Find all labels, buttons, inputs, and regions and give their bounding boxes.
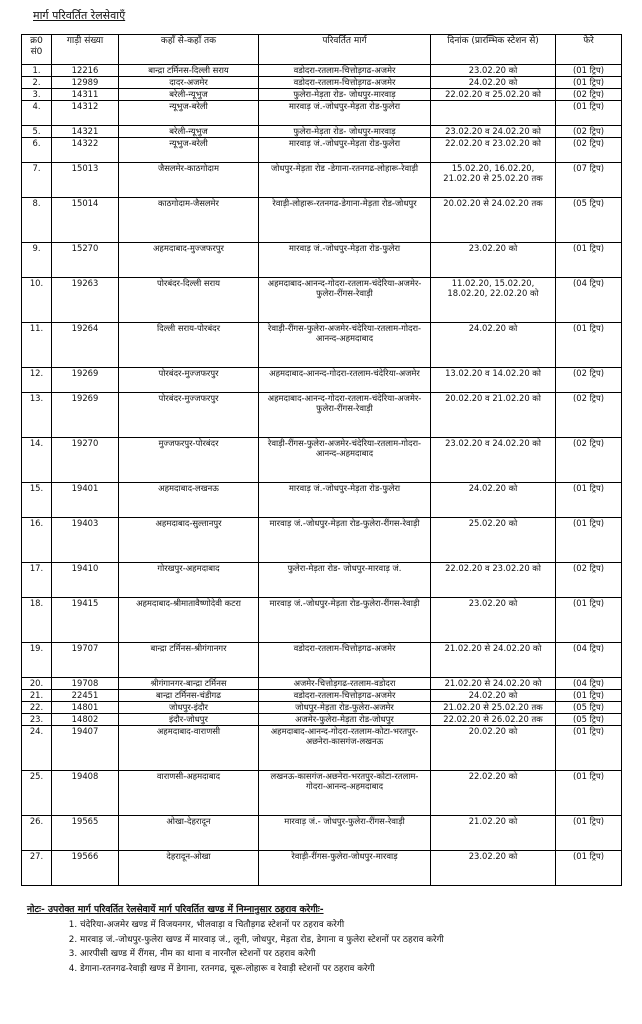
cell-route: मारवाड़ जं.-जोधपुर-मेड़ता रोड-फुलेरा-रींगस-रेवाड़ी <box>259 598 431 643</box>
cell-date: 24.02.20 को <box>431 323 556 368</box>
note-item: 4. डेगाना-रतनगढ-रेवाड़ी खण्ड में डेगाना, रतनगढ, चूरू-लोहारू व रेवाड़ी स्टेशनों पर ठहराव करेगी <box>80 964 640 976</box>
cell-train: 19403 <box>52 518 119 563</box>
cell-train: 19707 <box>52 643 119 678</box>
cell-train: 22451 <box>52 690 119 702</box>
cell-trips: (01 ट्रिप) <box>556 851 622 886</box>
table-header-row <box>22 35 622 65</box>
cell-sno: 24. <box>22 726 52 771</box>
cell-from-to: मुज्जफरपुर-पोरबंदर <box>119 438 259 483</box>
cell-trips: (01 ट्रिप) <box>556 771 622 816</box>
cell-from-to: अहमदाबाद-लखनऊ <box>119 483 259 518</box>
table-row <box>22 126 622 138</box>
note-item: 3. आरपीसी खण्ड में रींगस, नीम का थाना व नारनौल स्टेशनों पर ठहराव करेगी <box>80 949 640 961</box>
cell-from-to: इंदौर-जोधपुर <box>119 714 259 726</box>
cell-route: अहमदाबाद-आनन्द-गोदरा-रतलाम-चंदेरिया-अजमेर <box>259 368 431 393</box>
cell-trips: (02 ट्रिप) <box>556 89 622 101</box>
cell-date: 21.02.20 से 24.02.20 को <box>431 678 556 690</box>
cell-trips: (01 ट्रिप) <box>556 101 622 126</box>
cell-sno: 5. <box>22 126 52 138</box>
cell-train: 19270 <box>52 438 119 483</box>
cell-from-to: काठगोदाम-जैसलमेर <box>119 198 259 243</box>
cell-train: 15014 <box>52 198 119 243</box>
cell-train: 14322 <box>52 138 119 163</box>
table-row <box>22 323 622 368</box>
cell-train: 14801 <box>52 702 119 714</box>
note-item: 1. चंदेरिया-अजमेर खण्ड में विजयनगर, भीलवाड़ा व चितौड़गढ स्टेशनों पर ठहराव करेगी <box>80 920 640 932</box>
cell-trips: (01 ट्रिप) <box>556 726 622 771</box>
cell-sno: 18. <box>22 598 52 643</box>
cell-from-to: न्यूभुज-बरेली <box>119 138 259 163</box>
note-item: 2. मारवाड़ जं.-जोधपुर-फुलेरा खण्ड में मारवाड़ जं., लूनी, जोधपुर, मेड़ता रोड, डेगाना व फुलेरा स्टेशनों पर ठहराव करेगी <box>80 935 640 947</box>
table-row <box>22 598 622 643</box>
cell-train: 19410 <box>52 563 119 598</box>
cell-route: मारवाड़ जं.-जोधपुर-मेड़ता रोड-फुलेरा <box>259 243 431 278</box>
cell-route: वडोदरा-रतलाम-चित्तोड़गढ-अजमेर <box>259 643 431 678</box>
table-row <box>22 393 622 438</box>
cell-date: 13.02.20 व 14.02.20 को <box>431 368 556 393</box>
cell-route: फुलेरा-मेड़ता रोड- जोधपुर-मारवाड़ जं. <box>259 563 431 598</box>
cell-date: 22.02.20 से 26.02.20 तक <box>431 714 556 726</box>
cell-sno: 7. <box>22 163 52 198</box>
cell-trips: (04 ट्रिप) <box>556 278 622 323</box>
cell-trips: (01 ट्रिप) <box>556 65 622 77</box>
cell-route: अहमदाबाद-आनन्द-गोदरा-रतलाम-चंदेरिया-अजमेर-फुलेरा-रींगस-रेवाड़ी <box>259 278 431 323</box>
note-list <box>54 920 640 978</box>
cell-trips: (01 ट्रिप) <box>556 518 622 563</box>
table-row <box>22 702 622 714</box>
cell-sno: 16. <box>22 518 52 563</box>
cell-sno: 4. <box>22 101 52 126</box>
cell-from-to: बरेली-न्यूभुज <box>119 126 259 138</box>
cell-route: अजमेर-फुलेरा-मेड़ता रोड-जोधपुर <box>259 714 431 726</box>
cell-train: 19264 <box>52 323 119 368</box>
cell-train: 15013 <box>52 163 119 198</box>
cell-sno: 10. <box>22 278 52 323</box>
cell-route: रेवाड़ी-रींगस-फुलेरा-अजमेर-चंदेरिया-रतलाम-गोदरा-आनन्द-अहमदाबाद <box>259 323 431 368</box>
cell-sno: 11. <box>22 323 52 368</box>
cell-trips: (01 ट्रिप) <box>556 598 622 643</box>
cell-trips: (02 ट्रिप) <box>556 138 622 163</box>
cell-route: अजमेर-चित्तोड़गढ-रतलाम-वडोदरा <box>259 678 431 690</box>
cell-date <box>431 101 556 126</box>
cell-trips: (05 ट्रिप) <box>556 198 622 243</box>
cell-trips: (02 ट्रिप) <box>556 563 622 598</box>
cell-trips: (02 ट्रिप) <box>556 438 622 483</box>
cell-route: फुलेरा-मेड़ता रोड- जोधपुर-मारवाड़ <box>259 126 431 138</box>
column-header-route: परिवर्तित मार्ग <box>259 35 431 65</box>
cell-date: 21.02.20 से 25.02.20 तक <box>431 702 556 714</box>
cell-sno: 15. <box>22 483 52 518</box>
cell-date: 23.02.20 व 24.02.20 को <box>431 438 556 483</box>
cell-date: 22.02.20 व 23.02.20 को <box>431 138 556 163</box>
cell-train: 19407 <box>52 726 119 771</box>
cell-date: 23.02.20 को <box>431 851 556 886</box>
cell-date: 21.02.20 को <box>431 816 556 851</box>
cell-sno: 19. <box>22 643 52 678</box>
cell-sno: 23. <box>22 714 52 726</box>
cell-from-to: अहमदाबाद-सुल्तानपुर <box>119 518 259 563</box>
cell-date: 11.02.20, 15.02.20, 18.02.20, 22.02.20 को <box>431 278 556 323</box>
cell-sno: 21. <box>22 690 52 702</box>
cell-route: अहमदाबाद-आनन्द-गोदरा-रतलाम-कोटा-भरतपुर-अछनेरा-कासगंज-लखनऊ <box>259 726 431 771</box>
cell-trips: (02 ट्रिप) <box>556 393 622 438</box>
cell-train: 12216 <box>52 65 119 77</box>
cell-date: 22.02.20 को <box>431 771 556 816</box>
table-row <box>22 678 622 690</box>
table-row <box>22 483 622 518</box>
cell-sno: 2. <box>22 77 52 89</box>
cell-sno: 26. <box>22 816 52 851</box>
table-row <box>22 138 622 163</box>
table-row <box>22 101 622 126</box>
cell-trips: (02 ट्रिप) <box>556 368 622 393</box>
column-header-date: दिनांक (प्रारम्भिक स्टेशन से) <box>431 35 556 65</box>
cell-route: मारवाड़ जं.- जोधपुर-फुलेरा-रींगस-रेवाड़ी <box>259 816 431 851</box>
column-header-from-to: कहाँ से-कहाँ तक <box>119 35 259 65</box>
cell-route: वडोदरा-रतलाम-चित्तोड़गढ-अजमेर <box>259 65 431 77</box>
note-heading <box>27 902 324 915</box>
table-row <box>22 771 622 816</box>
cell-from-to: जैसलमेर-काठगोदाम <box>119 163 259 198</box>
cell-route: मारवाड़ जं.-जोधपुर-मेड़ता रोड-फुलेरा <box>259 138 431 163</box>
table-body <box>22 65 622 886</box>
cell-trips: (04 ट्रिप) <box>556 643 622 678</box>
table-row <box>22 726 622 771</box>
cell-train: 14311 <box>52 89 119 101</box>
cell-route: लखनऊ-कासगंज-अछनेरा-भरतपुर-कोटा-रतलाम-गोदरा-आनन्द-अहमदाबाद <box>259 771 431 816</box>
cell-from-to: पोरबंदर-मुज्जफरपुर <box>119 368 259 393</box>
cell-date: 24.02.20 को <box>431 77 556 89</box>
column-header-train-no: गाड़ी संख्या <box>52 35 119 65</box>
cell-from-to: अहमदाबाद-श्रीमातावैष्णोदेवी कटरा <box>119 598 259 643</box>
cell-trips: (01 ट्रिप) <box>556 483 622 518</box>
cell-sno: 3. <box>22 89 52 101</box>
cell-sno: 8. <box>22 198 52 243</box>
cell-trips: (07 ट्रिप) <box>556 163 622 198</box>
cell-route: रेवाड़ी-रींगस-फुलेरा-जोधपुर-मारवाड़ <box>259 851 431 886</box>
page-heading <box>33 8 125 23</box>
cell-sno: 25. <box>22 771 52 816</box>
cell-train: 19708 <box>52 678 119 690</box>
cell-train: 19408 <box>52 771 119 816</box>
cell-sno: 9. <box>22 243 52 278</box>
cell-date: 24.02.20 को <box>431 483 556 518</box>
cell-trips: (01 ट्रिप) <box>556 690 622 702</box>
cell-date: 20.02.20 को <box>431 726 556 771</box>
cell-sno: 14. <box>22 438 52 483</box>
cell-from-to: न्यूभुज-बरेली <box>119 101 259 126</box>
cell-sno: 13. <box>22 393 52 438</box>
cell-sno: 22. <box>22 702 52 714</box>
cell-trips: (05 ट्रिप) <box>556 714 622 726</box>
cell-route: मारवाड़ जं.-जोधपुर-मेड़ता रोड-फुलेरा-रींगस-रेवाड़ी <box>259 518 431 563</box>
cell-route: रेवाड़ी-रींगस-फुलेरा-अजमेर-चंदेरिया-रतलाम-गोदरा-आनन्द-अहमदाबाद <box>259 438 431 483</box>
cell-from-to: देहरादून-ओखा <box>119 851 259 886</box>
cell-date: 20.02.20 से 24.02.20 तक <box>431 198 556 243</box>
table-row <box>22 368 622 393</box>
cell-train: 14321 <box>52 126 119 138</box>
cell-train: 12989 <box>52 77 119 89</box>
cell-route: फुलेरा-मेड़ता रोड- जोधपुर-मारवाड़ <box>259 89 431 101</box>
table-row <box>22 65 622 77</box>
cell-trips: (01 ट्रिप) <box>556 816 622 851</box>
cell-from-to: बान्द्रा टर्मिनस-चंडीगढ <box>119 690 259 702</box>
cell-route: वडोदरा-रतलाम-चित्तोड़गढ-अजमेर <box>259 690 431 702</box>
cell-train: 19269 <box>52 393 119 438</box>
cell-date: 20.02.20 व 21.02.20 को <box>431 393 556 438</box>
cell-route: मारवाड़ जं.-जोधपुर-मेड़ता रोड-फुलेरा <box>259 483 431 518</box>
cell-sno: 12. <box>22 368 52 393</box>
cell-date: 23.02.20 को <box>431 598 556 643</box>
cell-trips: (01 ट्रिप) <box>556 243 622 278</box>
cell-trips: (02 ट्रिप) <box>556 126 622 138</box>
cell-date: 24.02.20 को <box>431 690 556 702</box>
table-row <box>22 851 622 886</box>
column-header-trips: फेरे <box>556 35 622 65</box>
cell-route: अहमदाबाद-आनन्द-गोदरा-रतलाम-चंदेरिया-अजमेर-फुलेरा-रींगस-रेवाड़ी <box>259 393 431 438</box>
cell-route: जोधपुर-मेड़ता रोड -डेगाना-रतनगढ-लोहारू-रेवाड़ी <box>259 163 431 198</box>
cell-date: 22.02.20 व 23.02.20 को <box>431 563 556 598</box>
cell-sno: 1. <box>22 65 52 77</box>
cell-from-to: अहमदाबाद-वाराणसी <box>119 726 259 771</box>
cell-train: 19415 <box>52 598 119 643</box>
cell-route: रेवाड़ी-लोहारू-रतनगढ-डेगाना-मेड़ता रोड-जोधपुर <box>259 198 431 243</box>
cell-trips: (05 ट्रिप) <box>556 702 622 714</box>
table-row <box>22 518 622 563</box>
table-row <box>22 198 622 243</box>
cell-sno: 27. <box>22 851 52 886</box>
table-row <box>22 643 622 678</box>
table-row <box>22 563 622 598</box>
cell-from-to: पोरबंदर-दिल्ली सराय <box>119 278 259 323</box>
cell-from-to: बरेली-न्यूभुज <box>119 89 259 101</box>
cell-sno: 17. <box>22 563 52 598</box>
table-row <box>22 816 622 851</box>
cell-train: 14312 <box>52 101 119 126</box>
cell-from-to: गोरखपुर-अहमदाबाद <box>119 563 259 598</box>
cell-train: 19269 <box>52 368 119 393</box>
table-row <box>22 278 622 323</box>
cell-date: 25.02.20 को <box>431 518 556 563</box>
cell-route: मारवाड़ जं.-जोधपुर-मेड़ता रोड-फुलेरा <box>259 101 431 126</box>
cell-route: जोधपुर-मेड़ता रोड-फुलेरा-अजमेर <box>259 702 431 714</box>
cell-trips: (01 ट्रिप) <box>556 77 622 89</box>
cell-sno: 6. <box>22 138 52 163</box>
cell-from-to: श्रीगंगानगर-बान्द्रा टर्मिनस <box>119 678 259 690</box>
cell-train: 19401 <box>52 483 119 518</box>
diverted-trains-table <box>21 34 622 886</box>
cell-route: वडोदरा-रतलाम-चित्तोड़गढ-अजमेर <box>259 77 431 89</box>
table-row <box>22 690 622 702</box>
cell-train: 19565 <box>52 816 119 851</box>
cell-date: 15.02.20, 16.02.20, 21.02.20 से 25.02.20 तक <box>431 163 556 198</box>
note-title-text: नोटः- उपरोक्त मार्ग परिवर्तित रेलसेवायें मार्ग परिवर्तित खण्ड में निम्नानुसार ठहराव करेगीः- <box>27 904 324 915</box>
table-row <box>22 438 622 483</box>
table-row <box>22 77 622 89</box>
cell-date: 23.02.20 को <box>431 243 556 278</box>
cell-from-to: बान्द्रा टर्मिनस-दिल्ली सराय <box>119 65 259 77</box>
cell-train: 19263 <box>52 278 119 323</box>
cell-train: 15270 <box>52 243 119 278</box>
table-row <box>22 243 622 278</box>
cell-date: 23.02.20 को <box>431 65 556 77</box>
cell-from-to: जोधपुर-इंदौर <box>119 702 259 714</box>
table-row <box>22 714 622 726</box>
cell-trips: (04 ट्रिप) <box>556 678 622 690</box>
cell-date: 23.02.20 व 24.02.20 को <box>431 126 556 138</box>
column-header-sno: क्र0 सं0 <box>22 35 52 65</box>
cell-trips: (01 ट्रिप) <box>556 323 622 368</box>
cell-train: 19566 <box>52 851 119 886</box>
cell-from-to: अहमदाबाद-मुज्जफरपुर <box>119 243 259 278</box>
cell-from-to: दादर-अजमेर <box>119 77 259 89</box>
heading-text: मार्ग परिवर्तित रेलसेवाएँ <box>33 9 126 22</box>
cell-from-to: दिल्ली सराय-पोरबंदर <box>119 323 259 368</box>
table-row <box>22 89 622 101</box>
cell-date: 22.02.20 व 25.02.20 को <box>431 89 556 101</box>
cell-from-to: बान्द्रा टर्मिनस-श्रीगंगानगर <box>119 643 259 678</box>
cell-sno: 20. <box>22 678 52 690</box>
cell-date: 21.02.20 से 24.02.20 को <box>431 643 556 678</box>
cell-from-to: वाराणसी-अहमदाबाद <box>119 771 259 816</box>
cell-train: 14802 <box>52 714 119 726</box>
table-row <box>22 163 622 198</box>
cell-from-to: पोरबंदर-मुज्जफरपुर <box>119 393 259 438</box>
cell-from-to: ओखा-देहरादून <box>119 816 259 851</box>
